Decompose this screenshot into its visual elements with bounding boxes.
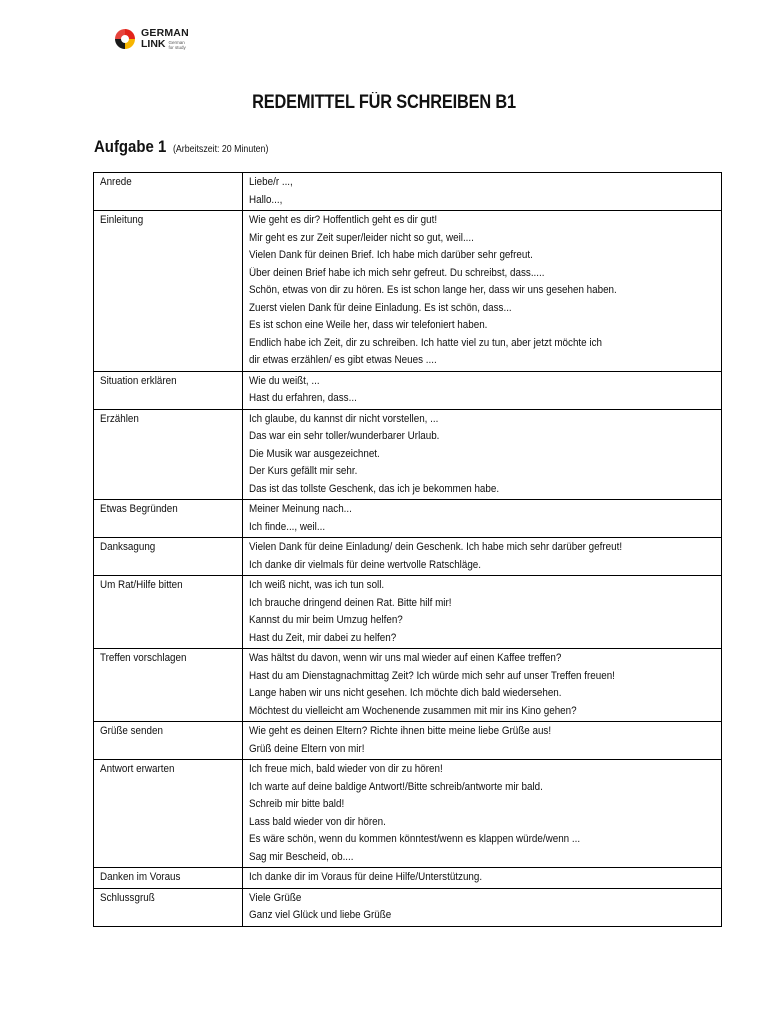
phrases-cell <box>243 760 722 868</box>
category-cell <box>94 500 243 538</box>
phrase-line: Kannst du mir beim Umzug helfen? <box>249 614 403 626</box>
table-row <box>94 888 722 926</box>
category-cell <box>94 538 243 576</box>
german-link-logo <box>113 27 189 51</box>
phrase-line: Ich finde..., weil... <box>249 520 326 533</box>
category-label: Antwort erwarten <box>100 763 175 775</box>
phrase-line: Meiner Meinung nach... <box>249 503 352 515</box>
category-cell <box>94 868 243 889</box>
category-label: Anrede <box>100 176 132 188</box>
section-heading <box>94 137 281 157</box>
phrase-line: Grüß deine Eltern von mir! <box>249 742 365 755</box>
category-cell <box>94 649 243 722</box>
phrase-line: Das war ein sehr toller/wunderbarer Urlaub. <box>249 430 440 442</box>
phrase-line: Ich freue mich, bald wieder von dir zu hören! <box>249 763 443 775</box>
phrase-line: Schön, etwas von dir zu hören. Es ist schon lange her, dass wir uns gesehen haben. <box>249 284 617 296</box>
table-row <box>94 371 722 409</box>
category-label: Situation erklären <box>100 374 177 387</box>
phrase-line: Ich warte auf deine baldige Antwort!/Bitte schreib/antworte mir bald. <box>249 780 543 793</box>
table-row <box>94 649 722 722</box>
phrase-line: Hast du erfahren, dass... <box>249 392 357 404</box>
category-cell <box>94 722 243 760</box>
phrase-line: Hallo..., <box>249 193 283 206</box>
table-row <box>94 868 722 889</box>
phrase-line: Ich danke dir vielmals für deine wertvolle Ratschläge. <box>249 558 482 571</box>
phrase-line: Sag mir Bescheid, ob.... <box>249 850 354 863</box>
section-time-note: (Arbeitszeit: 20 Minuten) <box>172 144 269 155</box>
category-label: Um Rat/Hilfe bitten <box>100 579 183 591</box>
phrases-cell <box>243 722 722 760</box>
table-row <box>94 538 722 576</box>
category-cell <box>94 409 243 500</box>
phrases-cell <box>243 649 722 722</box>
phrase-line: Vielen Dank für deinen Brief. Ich habe mich darüber sehr gefreut. <box>249 249 533 261</box>
category-label: Danksagung <box>100 541 156 553</box>
phrases-cell <box>243 538 722 576</box>
category-label: Erzählen <box>100 412 139 425</box>
phrase-line: dir etwas erzählen/ es gibt etwas Neues .... <box>249 354 437 366</box>
phrase-table-body <box>94 173 722 927</box>
phrases-cell <box>243 409 722 500</box>
category-cell <box>94 173 243 211</box>
logo-word-link: LINK <box>141 38 166 51</box>
phrase-line: Über deinen Brief habe ich mich sehr gefreut. Du schreibst, dass..... <box>249 266 545 279</box>
category-cell <box>94 760 243 868</box>
table-row <box>94 500 722 538</box>
category-cell <box>94 888 243 926</box>
phrase-line: Ich brauche dringend deinen Rat. Bitte hilf mir! <box>249 596 452 609</box>
logo-tagline: German for study <box>168 40 186 51</box>
phrase-line: Viele Grüße <box>249 891 302 904</box>
table-row <box>94 211 722 372</box>
category-label: Danken im Voraus <box>100 871 181 883</box>
phrase-line: Hast du am Dienstagnachmittag Zeit? Ich würde mich sehr auf unser Treffen freuen! <box>249 669 615 682</box>
phrase-line: Liebe/r ..., <box>249 176 293 188</box>
phrase-line: Schreib mir bitte bald! <box>249 798 345 810</box>
category-cell <box>94 576 243 649</box>
phrase-line: Zuerst vielen Dank für deine Einladung. Es ist schön, dass... <box>249 301 512 314</box>
logo-word-german: GERMAN <box>141 26 189 39</box>
phrases-cell <box>243 371 722 409</box>
phrase-line: Ich weiß nicht, was ich tun soll. <box>249 579 385 591</box>
phrase-line: Das ist das tollste Geschenk, das ich je bekommen habe. <box>249 482 500 495</box>
phrase-line: Möchtest du vielleicht am Wochenende zusammen mit mir ins Kino gehen? <box>249 704 577 717</box>
table-row <box>94 173 722 211</box>
phrase-line: Wie geht es deinen Eltern? Richte ihnen bitte meine liebe Grüße aus! <box>249 725 552 737</box>
phrase-line: Lange haben wir uns nicht gesehen. Ich möchte dich bald wiedersehen. <box>249 687 562 699</box>
phrase-line: Der Kurs gefällt mir sehr. <box>249 465 358 477</box>
category-cell <box>94 211 243 372</box>
phrases-cell <box>243 500 722 538</box>
category-label: Grüße senden <box>100 725 163 737</box>
category-label: Schlussgruß <box>100 891 155 904</box>
phrase-line: Lass bald wieder von dir hören. <box>249 815 386 828</box>
phrases-cell <box>243 173 722 211</box>
phrase-line: Wie geht es dir? Hoffentlich geht es dir gut! <box>249 214 438 226</box>
table-row <box>94 409 722 500</box>
table-row <box>94 576 722 649</box>
phrase-line: Vielen Dank für deine Einladung/ dein Geschenk. Ich habe mich sehr darüber gefreut! <box>249 541 623 553</box>
phrase-line: Ich danke dir im Voraus für deine Hilfe/Unterstützung. <box>249 871 483 883</box>
phrase-line: Was hältst du davon, wenn wir uns mal wieder auf einen Kaffee treffen? <box>249 652 562 664</box>
category-label: Etwas Begründen <box>100 503 178 515</box>
phrase-line: Die Musik war ausgezeichnet. <box>249 447 380 460</box>
phrases-cell <box>243 868 722 889</box>
phrase-line: Ich glaube, du kannst dir nicht vorstellen, ... <box>249 412 439 425</box>
phrase-line: Hast du Zeit, mir dabei zu helfen? <box>249 631 397 644</box>
category-label: Treffen vorschlagen <box>100 652 187 664</box>
phrases-cell <box>243 576 722 649</box>
document-title: REDEMITTEL FÜR SCHREIBEN B1 <box>252 92 516 113</box>
category-cell <box>94 371 243 409</box>
phrase-line: Wie du weißt, ... <box>249 374 320 387</box>
table-row <box>94 722 722 760</box>
section-title: Aufgabe 1 <box>94 137 167 156</box>
phrase-table <box>93 172 722 927</box>
phrases-cell <box>243 211 722 372</box>
phrase-line: Es wäre schön, wenn du kommen könntest/wenn es klappen würde/wenn ... <box>249 833 581 845</box>
phrase-line: Ganz viel Glück und liebe Grüße <box>249 909 392 921</box>
table-row <box>94 760 722 868</box>
phrase-line: Endlich habe ich Zeit, dir zu schreiben. Ich hatte viel zu tun, aber jetzt möchte ich <box>249 336 602 349</box>
category-label: Einleitung <box>100 214 144 226</box>
phrase-line: Es ist schon eine Weile her, dass wir telefoniert haben. <box>249 319 488 331</box>
phrases-cell <box>243 888 722 926</box>
phrase-line: Mir geht es zur Zeit super/leider nicht so gut, weil.... <box>249 231 474 244</box>
logo-swirl-icon <box>113 27 137 51</box>
